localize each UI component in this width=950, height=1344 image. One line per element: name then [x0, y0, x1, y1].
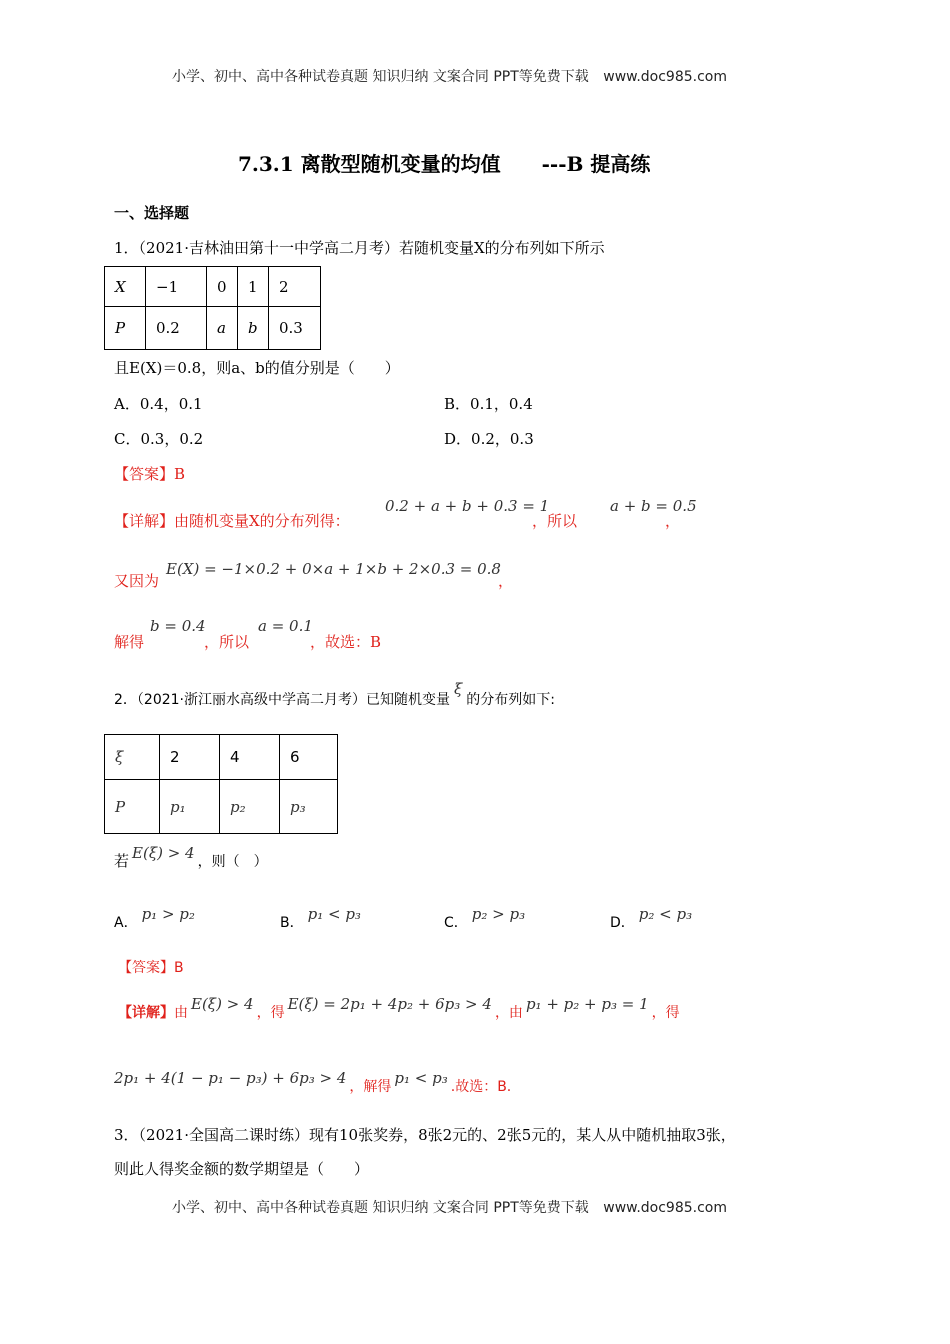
q1-end1: ， — [665, 512, 681, 530]
header-url[interactable]: www.doc985.com — [603, 69, 727, 85]
q2-d-eq4: 2p₁ + 4(1 − p₁ − p₃) + 6p₃ > 4 — [114, 1069, 347, 1087]
q2-option-a[interactable] — [114, 905, 195, 932]
q2-option-c-label: C． — [444, 915, 468, 931]
q2-stem-b: 的分布列如下: — [466, 692, 555, 708]
q2-cond-eq: E(ξ) > 4 — [132, 844, 195, 862]
q2-stem-a: 2．（2021·浙江丽水高级中学高二月考）已知随机变量 — [114, 692, 450, 708]
q2-distribution-table — [104, 734, 338, 834]
q1-option-d[interactable]: D．0.2，0.3 — [444, 430, 534, 448]
q1-end2: ， — [498, 572, 514, 590]
q2-option-d-label: D． — [610, 915, 635, 931]
q2-option-d[interactable] — [610, 905, 693, 932]
q1-cell: 0.2 — [146, 307, 207, 350]
q2-cell: p₂ — [220, 780, 280, 834]
q2-d-de2: ，得 — [651, 1005, 680, 1021]
q1-cell: a — [207, 307, 238, 350]
q2-stem — [114, 680, 555, 709]
q1-option-b[interactable]: B．0.1，0.4 — [444, 395, 533, 413]
q1-eq4: b = 0.4 — [150, 617, 206, 635]
title-main: 7.3.1 离散型随机变量的均值 — [238, 152, 501, 176]
q2-option-b-eq: p₁ < p₃ — [307, 905, 361, 923]
q2-answer: 【答案】B — [118, 960, 184, 976]
q1-condition: 且E(X)＝0.8，则a、b的值分别是（ ） — [114, 359, 400, 377]
q2-option-c[interactable] — [444, 905, 526, 932]
footer-url[interactable]: www.doc985.com — [603, 1200, 727, 1216]
q1-detail-label: 【详解】由随机变量X的分布列得： — [114, 512, 350, 530]
q2-cell: 6 — [280, 735, 338, 780]
footer-text: 小学、初中、高中各种试卷真题 知识归纳 文案合同 PPT等免费下载 — [172, 1200, 589, 1216]
q1-cell: 2 — [269, 267, 321, 307]
q2-d-eq1: E(ξ) > 4 — [191, 995, 254, 1013]
page-footer — [172, 1197, 727, 1217]
q2-detail-line2 — [114, 1069, 512, 1096]
header-text: 小学、初中、高中各种试卷真题 知识归纳 文案合同 PPT等免费下载 — [172, 69, 589, 85]
title-suffix: ---B 提高练 — [541, 152, 651, 176]
q2-d-de1: ，得 — [256, 1005, 285, 1021]
q1-cell: 0 — [207, 267, 238, 307]
q2-xi: ξ — [454, 680, 463, 698]
q1-cell: b — [238, 307, 269, 350]
q2-option-a-eq: p₁ > p₂ — [141, 905, 195, 923]
q3-line1: 3．（2021·全国高二课时练）现有10张奖券，8张2元的、2张5元的，某人从中随机抽取3张， — [114, 1126, 736, 1144]
q1-option-c[interactable]: C．0.3，0.2 — [114, 430, 204, 448]
q1-cell: 0.3 — [269, 307, 321, 350]
q2-d-eq3: p₁ + p₂ + p₃ = 1 — [525, 995, 649, 1013]
q2-detail-label: 【详解】 — [118, 1005, 174, 1021]
q2-d-you: 由 — [174, 1005, 188, 1021]
q1-line2-label: 又因为 — [114, 572, 160, 590]
q2-detail — [118, 995, 680, 1022]
q2-cell: ξ — [105, 735, 160, 780]
q1-end3: ，故选：B — [310, 633, 382, 651]
page-title — [238, 148, 650, 177]
q2-cell: 4 — [220, 735, 280, 780]
q1-answer: 【答案】B — [114, 465, 186, 483]
q2-cell: p₃ — [280, 780, 338, 834]
q1-cell: X — [105, 267, 146, 307]
q1-eq3: E(X) = −1×0.2 + 0×a + 1×b + 2×0.3 = 0.8 — [166, 560, 501, 578]
page-header — [172, 66, 727, 86]
q2-option-d-eq: p₂ < p₃ — [638, 905, 693, 923]
q1-mid3: ，所以 — [204, 633, 250, 651]
q1-cell: −1 — [146, 267, 207, 307]
q1-cell: P — [105, 307, 146, 350]
q1-line3-label: 解得 — [114, 633, 145, 651]
q2-option-c-eq: p₂ > p₃ — [471, 905, 526, 923]
q1-distribution-table — [104, 266, 321, 350]
q2-cell: 2 — [160, 735, 220, 780]
q2-condition — [114, 844, 268, 871]
q1-cell: 1 — [238, 267, 269, 307]
q1-option-a[interactable]: A．0.4，0.1 — [114, 395, 203, 413]
q2-d-eq2: E(ξ) = 2p₁ + 4p₂ + 6p₃ > 4 — [287, 995, 492, 1013]
q1-eq2: a + b = 0.5 — [610, 497, 697, 515]
q2-d-eq5: p₁ < p₃ — [394, 1069, 448, 1087]
q2-option-a-label: A． — [114, 915, 138, 931]
q2-d-jiede: ，解得 — [349, 1079, 392, 1095]
q1-eq5: a = 0.1 — [258, 617, 313, 635]
q1-mid1: ，所以 — [532, 512, 578, 530]
q2-cond-b: ，则（ ） — [197, 854, 268, 870]
q2-cell: p₁ — [160, 780, 220, 834]
q2-option-b[interactable] — [280, 905, 361, 932]
q2-d-you2: ，由 — [494, 1005, 523, 1021]
q2-d-end: .故选：B. — [450, 1079, 512, 1095]
q3-line2: 则此人得奖金额的数学期望是（ ） — [114, 1160, 370, 1178]
q1-eq1: 0.2 + a + b + 0.3 = 1 — [385, 497, 550, 515]
q2-cell: P — [105, 780, 160, 834]
section-heading: 一、选择题 — [114, 204, 190, 222]
q2-cond-a: 若 — [114, 852, 130, 870]
q2-option-b-label: B． — [280, 915, 304, 931]
q1-stem: 1．（2021·吉林油田第十一中学高二月考）若随机变量X的分布列如下所示 — [114, 239, 605, 257]
